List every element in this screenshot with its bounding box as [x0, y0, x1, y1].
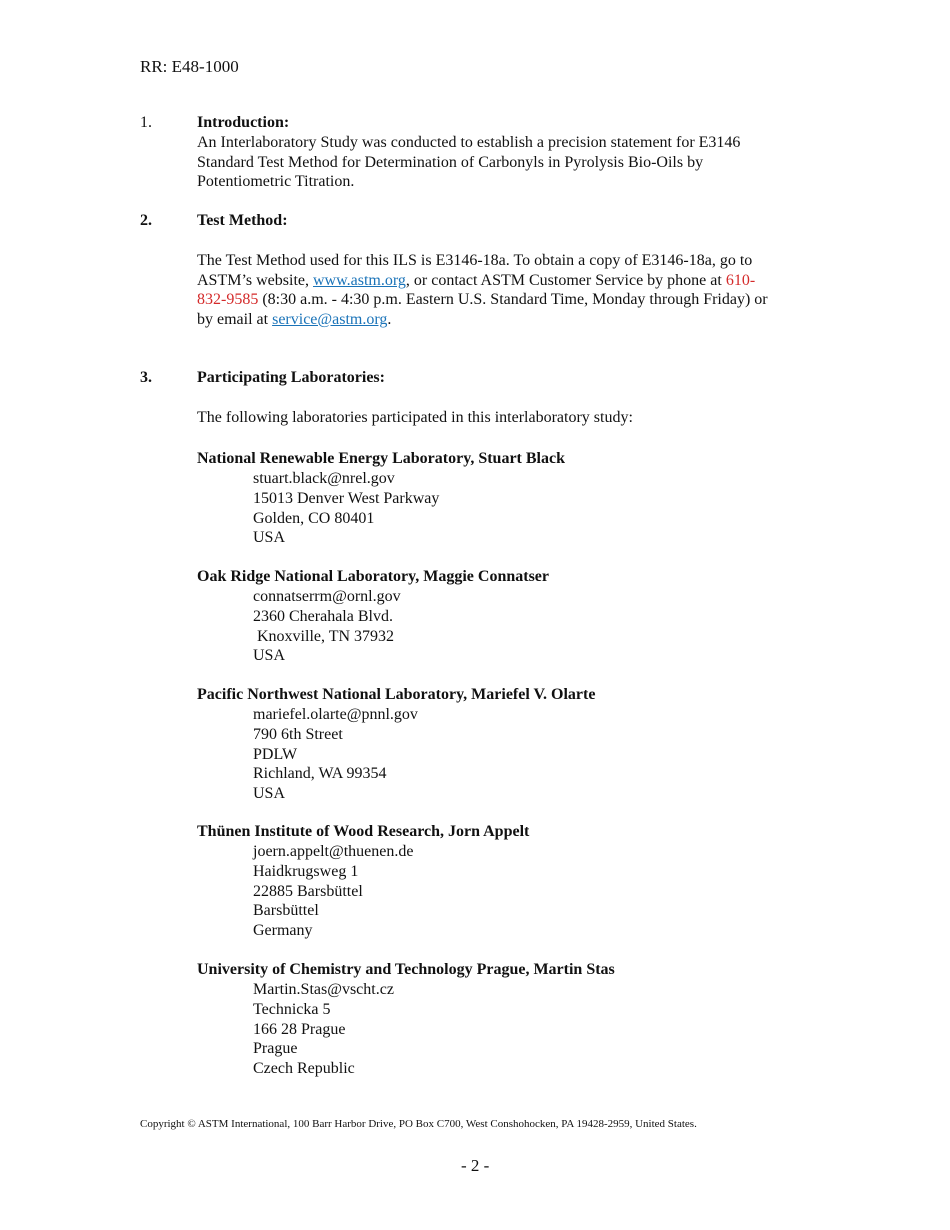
address-line: USA — [253, 529, 286, 547]
copyright-footer: Copyright © ASTM International, 100 Barr Harbor Drive, PO Box C700, West Conshohocken, PA 19428-2959, United States. — [140, 1118, 697, 1130]
address-line: mariefel.olarte@pnnl.gov — [253, 706, 418, 723]
lab-address — [253, 705, 418, 804]
section-2-line — [197, 310, 768, 330]
page-number: - 2 - — [461, 1156, 490, 1175]
section-3-intro: The following laboratories participated in this interlaboratory study: — [197, 409, 633, 426]
astm-website-link[interactable]: www.astm.org — [313, 271, 406, 289]
address-line: USA — [253, 647, 286, 665]
section-1-line: An Interlaboratory Study was conducted to establish a precision statement for E3146 — [197, 134, 741, 151]
section-1-number: 1. — [140, 114, 152, 131]
address-line: 2360 Cherahala Blvd. — [253, 607, 393, 625]
service-email-link[interactable]: service@astm.org — [272, 310, 388, 328]
lab-address — [253, 587, 401, 666]
address-line: 22885 Barsbüttel — [253, 882, 363, 900]
section-1-body — [197, 133, 740, 192]
section-3-title: Participating Laboratories: — [197, 369, 385, 386]
address-line: Golden, CO 80401 — [253, 509, 375, 527]
address-line: stuart.black@nrel.gov — [253, 470, 395, 487]
lab-address — [253, 842, 413, 941]
text-span: . — [387, 310, 392, 328]
address-line: 790 6th Street — [253, 725, 343, 743]
lab-address — [253, 469, 439, 548]
address-line: Technicka 5 — [253, 1000, 331, 1018]
lab-address — [253, 980, 394, 1079]
address-line: joern.appelt@thuenen.de — [253, 843, 414, 860]
address-line: 166 28 Prague — [253, 1020, 346, 1038]
section-2-line — [197, 271, 768, 291]
section-2-title: Test Method: — [197, 212, 288, 229]
document-id: RR: E48-1000 — [140, 57, 239, 76]
section-2-body — [197, 251, 768, 329]
text-span: (8:30 a.m. - 4:30 p.m. Eastern U.S. Standard Time, Monday through Friday) or — [258, 291, 768, 308]
section-2-line — [197, 290, 768, 310]
section-1-title: Introduction: — [197, 114, 290, 131]
phone-number-part2: 832-9585 — [197, 291, 259, 308]
section-1-line: Potentiometric Titration. — [197, 173, 355, 190]
address-line: Martin.Stas@vscht.cz — [253, 981, 394, 998]
address-line: 15013 Denver West Parkway — [253, 489, 440, 507]
lab-name: Oak Ridge National Laboratory, Maggie Connatser — [197, 568, 549, 585]
address-line: Knoxville, TN 37932 — [253, 627, 395, 645]
phone-number-part1: 610- — [725, 271, 756, 289]
section-1-line: Standard Test Method for Determination of Carbonyls in Pyrolysis Bio-Oils by — [197, 153, 704, 171]
address-line: Haidkrugsweg 1 — [253, 862, 359, 880]
lab-name: University of Chemistry and Technology Prague, Martin Stas — [197, 961, 615, 978]
address-line: connatserrm@ornl.gov — [253, 588, 401, 605]
lab-name: Thünen Institute of Wood Research, Jorn Appelt — [197, 823, 530, 840]
section-2-number: 2. — [140, 212, 152, 229]
address-line: Czech Republic — [253, 1060, 355, 1078]
lab-name: Pacific Northwest National Laboratory, Mariefel V. Olarte — [197, 686, 596, 703]
lab-name: National Renewable Energy Laboratory, Stuart Black — [197, 450, 565, 467]
text-span: , or contact ASTM Customer Service by phone at — [405, 271, 726, 289]
address-line: Richland, WA 99354 — [253, 765, 387, 783]
address-line: USA — [253, 785, 286, 803]
text-span: by email at — [197, 310, 273, 328]
address-line: PDLW — [253, 745, 298, 763]
section-3-number: 3. — [140, 369, 152, 386]
address-line: Prague — [253, 1040, 298, 1058]
address-line: Barsbüttel — [253, 902, 319, 920]
text-span: ASTM’s website, — [197, 271, 313, 289]
address-line: Germany — [253, 922, 313, 940]
section-2-line: The Test Method used for this ILS is E3146-18a. To obtain a copy of E3146-18a, go to — [197, 252, 753, 269]
